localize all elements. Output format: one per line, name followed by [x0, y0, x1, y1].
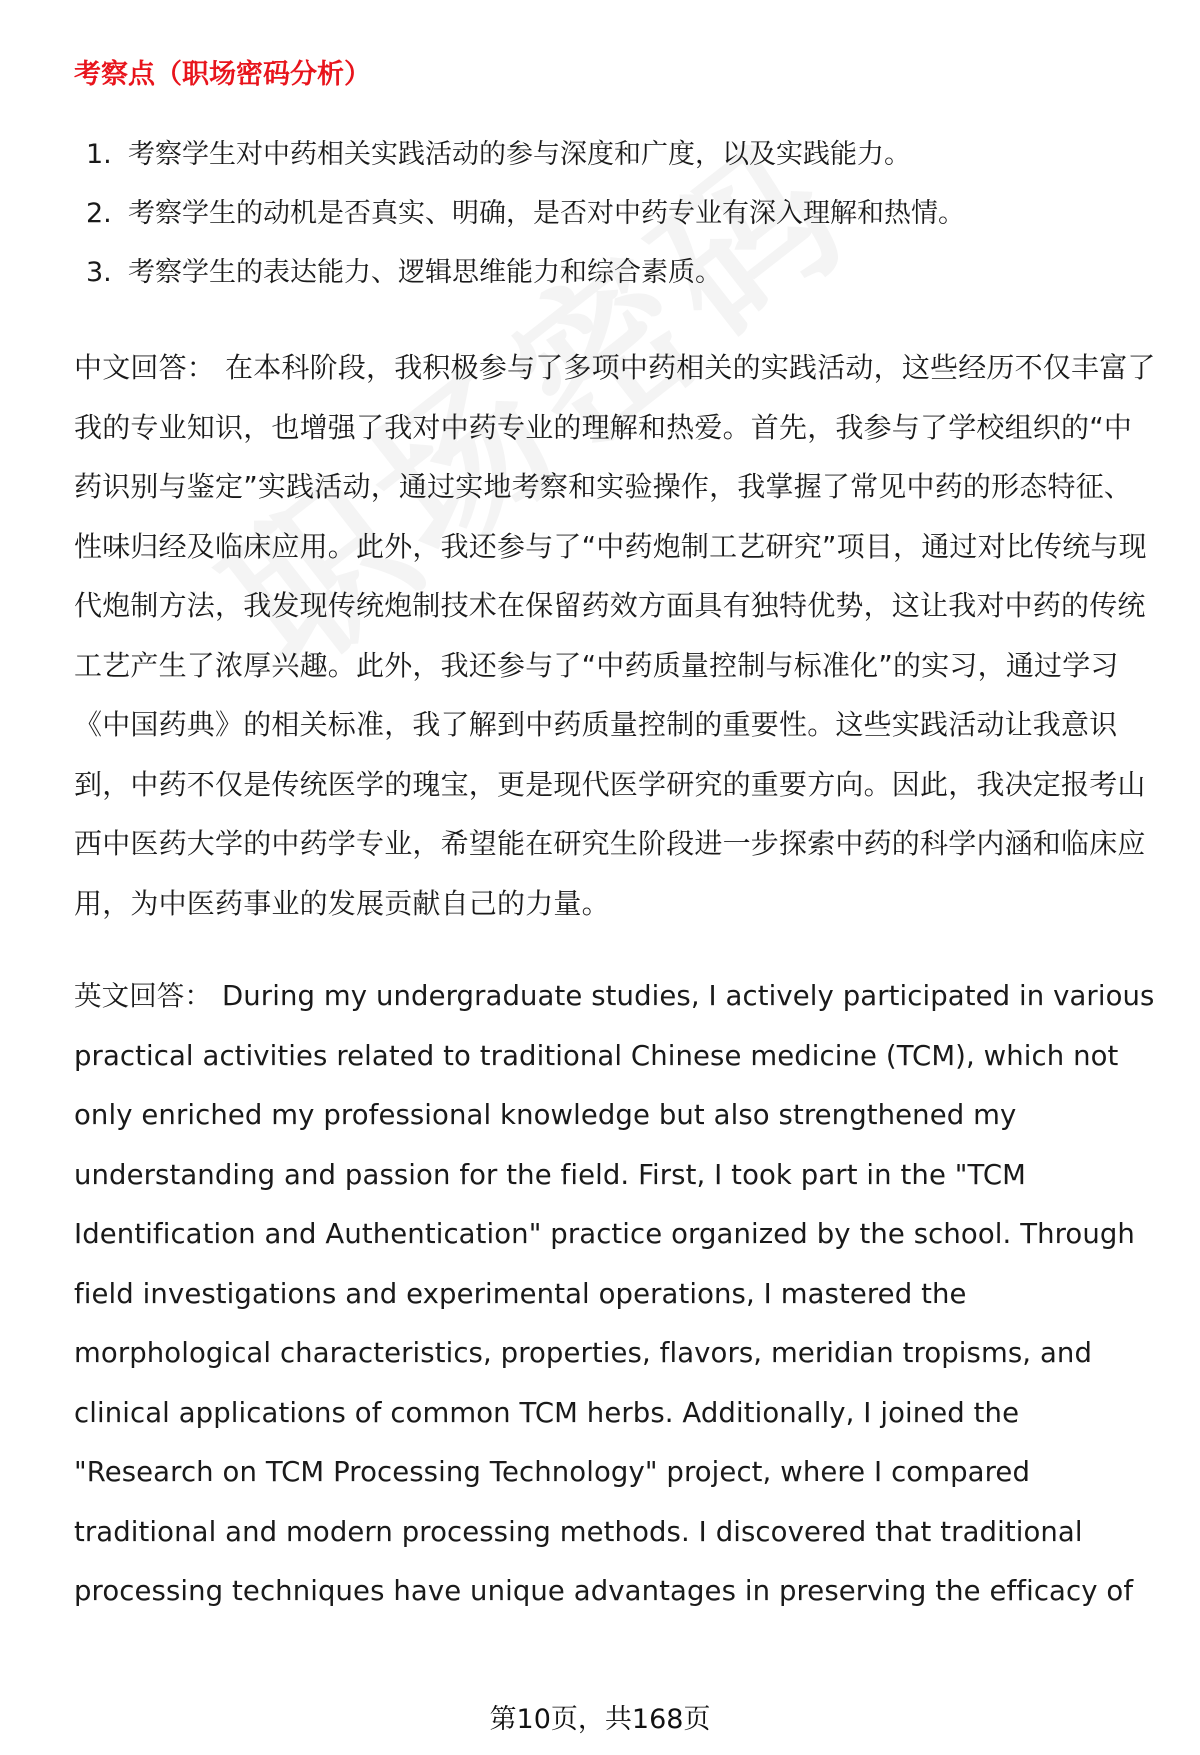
list-item-text: 考察学生的动机是否真实、明确，是否对中药专业有深入理解和热情。: [128, 198, 965, 229]
list-item-text: 考察学生的表达能力、逻辑思维能力和综合素质。: [128, 257, 722, 288]
chinese-answer-text: 在本科阶段，我积极参与了多项中药相关的实践活动，这些经历不仅丰富了我的专业知识，也增强了我对中药专业的理解和热爱。首先，我参与了学校组织的“中药识别与鉴定”实践活动，通过实地考察和实验操作，我掌握了常见中药的形态特征、性味归经及临床应用。此外，我还参与了“中药炮制工艺研究”项目，通过对比传统与现代炮制方法，我发现传统炮制技术在保留药效方面具有独特优势，这让我对中药的传统工艺产生了浓厚兴趣。此外，我还参与了“中药质量控制与标准化”的实习，通过学习《中国药典》的相关标准，我了解到中药质量控制的重要性。这些实践活动让我意识到，中药不仅是传统医学的瑰宝，更是现代医学研究的重要方向。因此，我决定报考山西中医药大学的中药学专业，希望能在研究生阶段进一步探索中药的科学内涵和临床应用，为中医药事业的发展贡献自己的力量。: [74, 351, 1156, 920]
list-item-number: 3.: [86, 257, 112, 288]
list-item: [74, 243, 1159, 302]
document-page: [74, 55, 1159, 1622]
points-list: [74, 125, 1159, 302]
chinese-answer: [74, 338, 1159, 933]
english-answer-text: During my undergraduate studies, I actively participated in various practical activities related to traditional Chinese medicine (TCM), which not only enriched my professional knowledge but also strengthened my understanding and passion for the field. First, I took part in the "TCM Identification and Authentication" practice organized by the school. Through field investigations and experimental operations, I mastered the morphological characteristics, properties, flavors, meridian tropisms, and clinical applications of common TCM herbs. Additionally, I joined the "Research on TCM Processing Technology" project, where I compared traditional and modern processing methods. I discovered that traditional processing techniques have unique advantages in preserving the efficacy of: [74, 980, 1155, 1607]
english-answer: [74, 967, 1159, 1622]
list-item-text: 考察学生对中药相关实践活动的参与深度和广度，以及实践能力。: [128, 139, 911, 170]
list-item: [74, 125, 1159, 184]
english-answer-label: 英文回答：: [74, 980, 212, 1012]
chinese-answer-label: 中文回答：: [74, 351, 216, 384]
section-title: 考察点（职场密码分析）: [74, 59, 371, 90]
page-number: 第10页，共168页: [489, 1704, 711, 1735]
list-item: [74, 184, 1159, 243]
list-item-number: 2.: [86, 198, 112, 229]
list-item-number: 1.: [86, 139, 112, 170]
